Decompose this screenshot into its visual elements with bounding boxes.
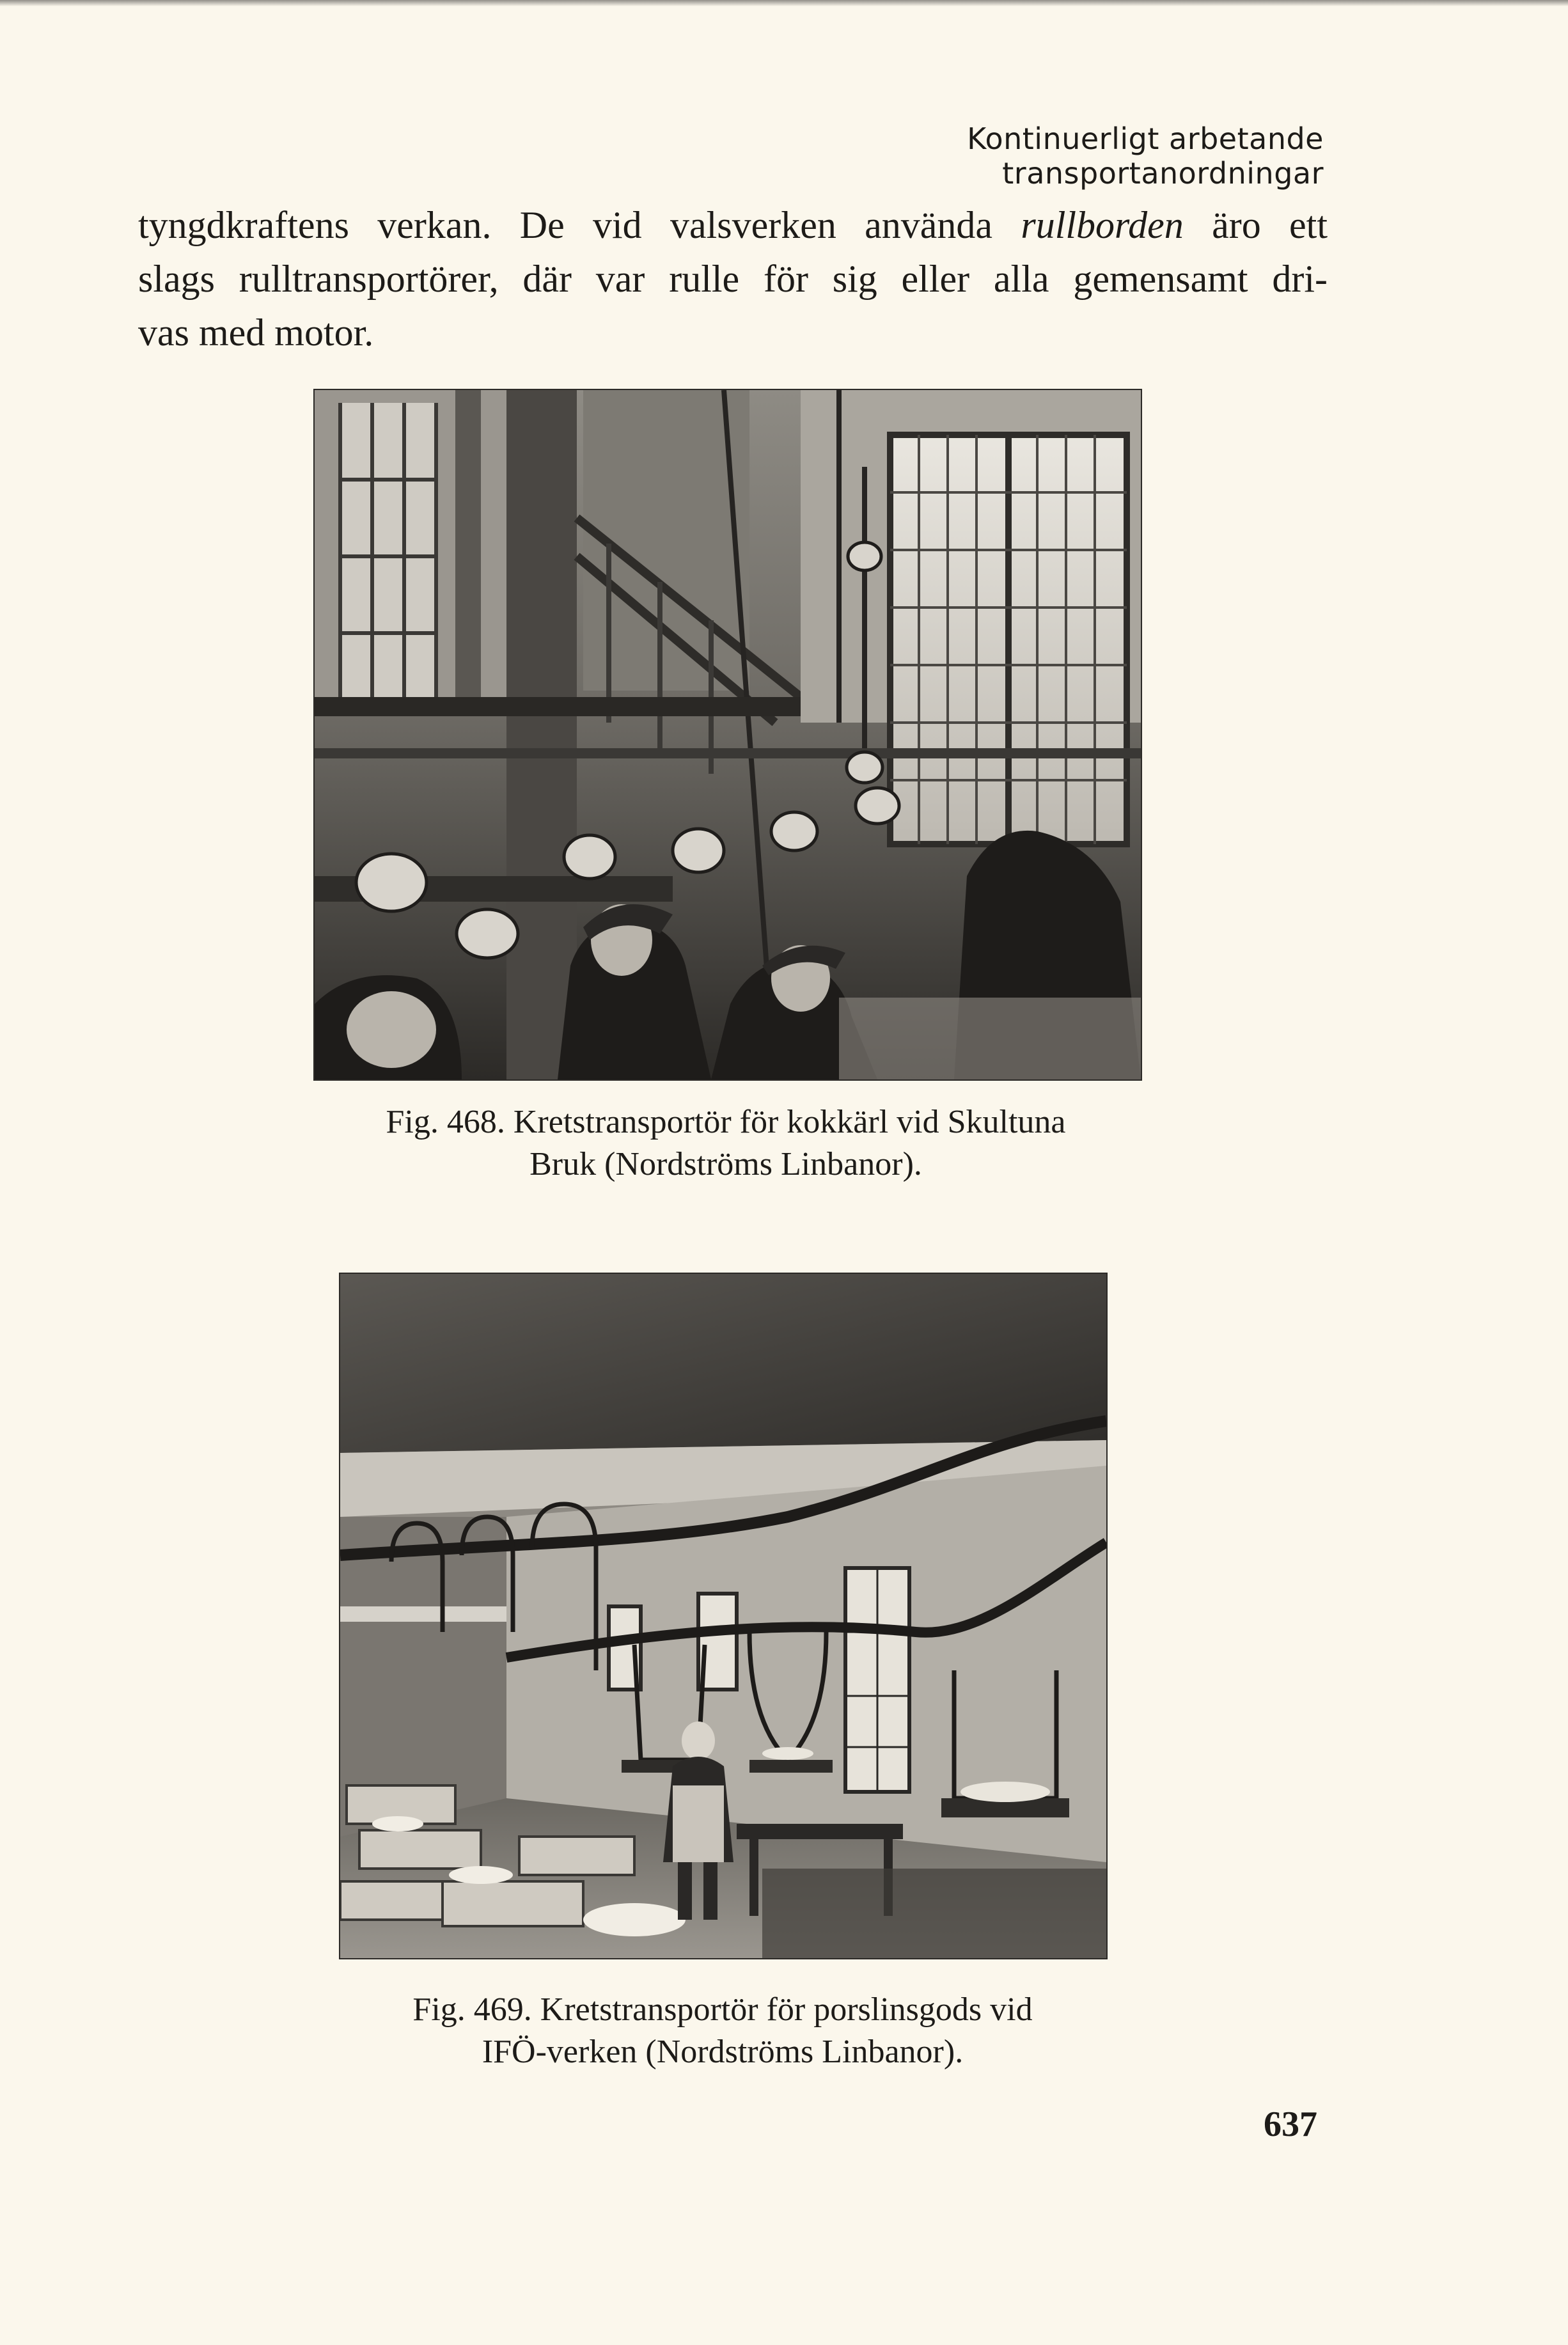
figure-469-caption: [320, 1989, 1125, 2073]
figure-469-image: [340, 1274, 1106, 1958]
body-paragraph: [138, 198, 1328, 359]
figure-468-caption-line-2: Bruk (Nordströms Linbanor).: [529, 1146, 922, 1182]
body-line-2: slags rulltransportörer, där var rulle för sig eller alla gemensamt dri-: [138, 258, 1328, 300]
running-head: Kontinuerligt arbetande transportanordningar: [967, 122, 1324, 191]
figure-469-photo: [339, 1273, 1108, 1959]
figure-468-photo: [313, 389, 1142, 1081]
body-line-1: [138, 198, 1328, 252]
body-line-1-end: äro ett: [1183, 204, 1328, 246]
page-number: 637: [1264, 2105, 1317, 2144]
figure-468-caption: [294, 1101, 1157, 1186]
page-top-edge: [0, 0, 1568, 6]
body-line-1-start: tyngdkraftens verkan. De vid valsverken använda: [138, 204, 1021, 246]
figure-469-caption-line-1: Fig. 469. Kretstransportör för porslinsgods vid: [412, 1991, 1033, 2028]
body-line-3: vas med motor.: [138, 311, 374, 354]
figure-468-caption-line-1: Fig. 468. Kretstransportör för kokkärl vid Skultuna: [386, 1104, 1066, 1140]
emphasized-term: rullborden: [1021, 204, 1184, 246]
figure-468-image: [315, 390, 1141, 1079]
figure-469-caption-line-2: IFÖ-verken (Nordströms Linbanor).: [482, 2034, 964, 2070]
